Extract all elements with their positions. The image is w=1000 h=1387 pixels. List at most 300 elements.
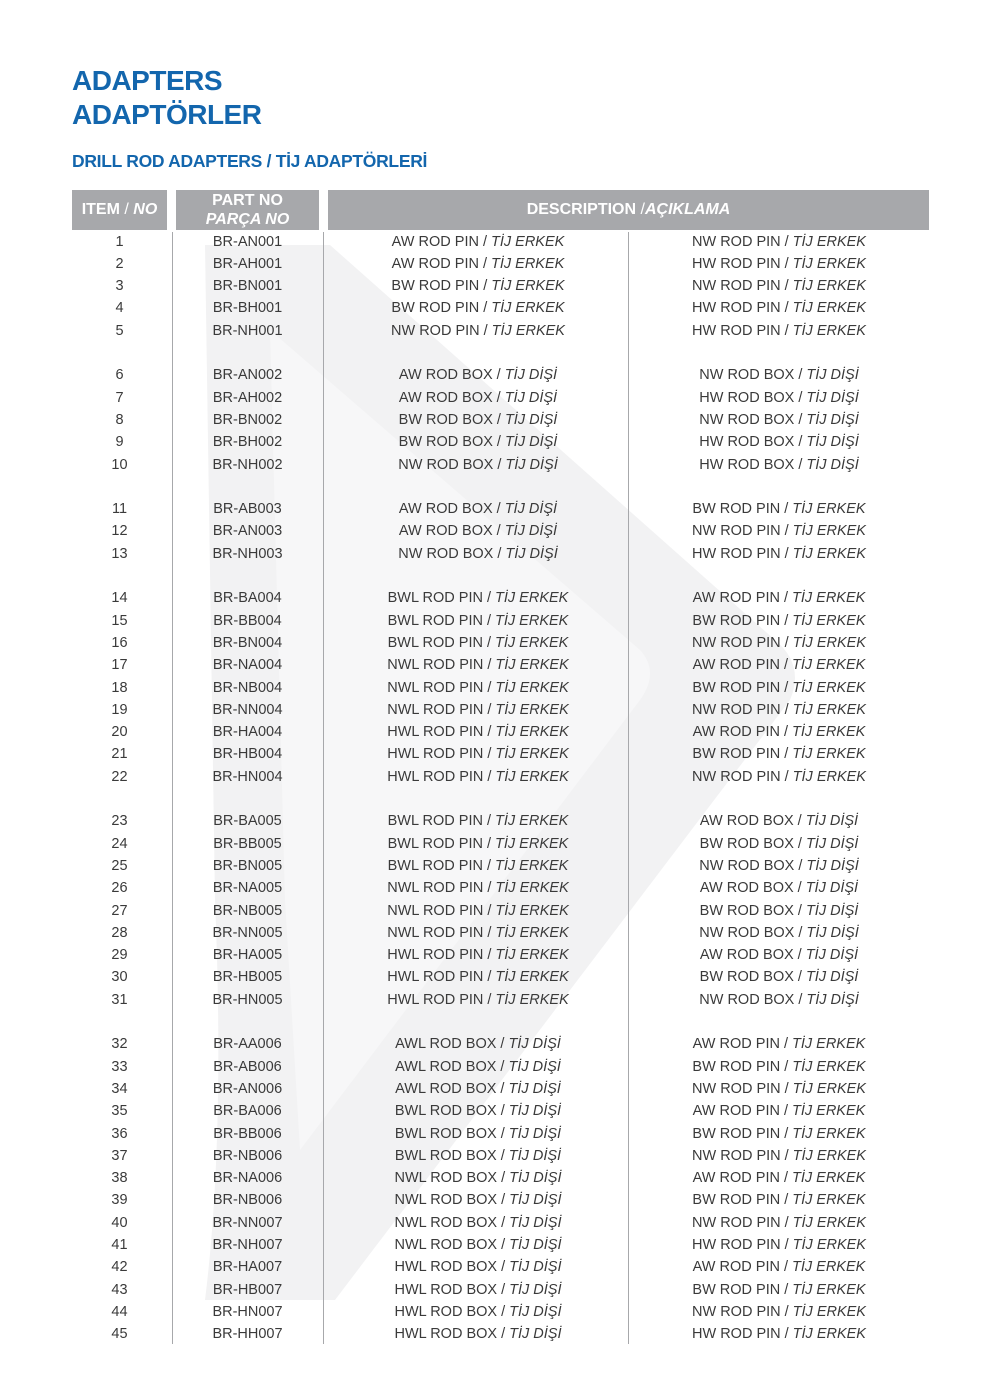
description-en: NWL ROD BOX	[394, 1170, 498, 1187]
description-separator: /	[784, 278, 789, 295]
part-number: BR-HB005	[212, 969, 283, 986]
part-number: BR-HH007	[212, 1326, 283, 1343]
description-en: AW ROD PIN	[692, 1036, 780, 1053]
description-tr: TİJ ERKEK	[792, 1080, 866, 1097]
description-en: NWL ROD BOX	[394, 1214, 498, 1231]
table-row	[0, 1033, 1000, 1055]
description-en: BW ROD PIN	[692, 1058, 781, 1075]
description-separator: /	[784, 1058, 789, 1075]
description-right	[629, 431, 929, 453]
description-en: NW ROD PIN	[692, 278, 781, 295]
description-left	[328, 766, 628, 788]
table-row	[0, 587, 1000, 609]
description-tr: TİJ DİŞİ	[504, 501, 558, 518]
item-number: 35	[111, 1103, 128, 1120]
description-tr: TİJ DİŞİ	[806, 389, 859, 406]
description-en: AW ROD PIN	[692, 590, 780, 607]
table-row	[0, 1145, 1000, 1167]
description-right	[629, 900, 929, 922]
description-tr: TİJ DİŞİ	[504, 389, 558, 406]
description-tr: TİJ ERKEK	[792, 679, 866, 696]
table-row	[0, 855, 1000, 877]
description-left	[328, 610, 628, 632]
description-left	[328, 387, 628, 409]
item-number: 26	[111, 880, 128, 897]
description-separator: /	[500, 1080, 505, 1097]
item-number: 32	[111, 1036, 128, 1053]
description-separator: /	[798, 456, 803, 473]
description-tr: TİJ ERKEK	[792, 634, 866, 651]
description-separator: /	[783, 1259, 788, 1276]
description-left	[328, 810, 628, 832]
description-separator: /	[783, 1103, 788, 1120]
item-number: 45	[111, 1326, 128, 1343]
description-tr: TİJ ERKEK	[792, 612, 866, 629]
description-tr: TİJ ERKEK	[495, 612, 569, 629]
part-number: BR-NB006	[212, 1147, 283, 1164]
description-left	[328, 1189, 628, 1211]
description-right	[629, 275, 929, 297]
description-separator: /	[797, 813, 802, 830]
description-en: BW ROD PIN	[692, 612, 781, 629]
description-left	[328, 989, 628, 1011]
description-left	[328, 1145, 628, 1167]
description-tr: TİJ ERKEK	[792, 1058, 866, 1075]
description-left	[328, 1323, 628, 1345]
column-header-item-tr: NO	[133, 201, 158, 218]
description-right	[629, 743, 929, 765]
description-left	[328, 1256, 628, 1278]
part-number: BR-AN006	[212, 1080, 283, 1097]
description-left	[328, 1033, 628, 1055]
description-separator: /	[798, 389, 803, 406]
table-row	[0, 409, 1000, 431]
description-en: BW ROD BOX	[398, 411, 493, 428]
description-left	[328, 253, 628, 275]
part-number: BR-BH002	[212, 434, 283, 451]
description-separator: /	[482, 255, 487, 272]
description-left	[328, 922, 628, 944]
part-number: BR-BA005	[213, 813, 282, 830]
description-en: NW ROD PIN	[692, 233, 781, 250]
table-row	[0, 498, 1000, 520]
description-en: HW ROD BOX	[699, 456, 795, 473]
description-en: BW ROD PIN	[692, 1192, 781, 1209]
description-en: NWL ROD PIN	[387, 679, 484, 696]
description-tr: TİJ ERKEK	[792, 701, 866, 718]
description-en: HWL ROD PIN	[387, 991, 484, 1008]
description-en: AW ROD BOX	[699, 880, 794, 897]
item-number: 39	[111, 1192, 128, 1209]
description-tr: TİJ ERKEK	[792, 1326, 866, 1343]
description-separator: /	[487, 947, 492, 964]
description-en: NW ROD PIN	[692, 1214, 781, 1231]
item-number: 43	[111, 1281, 128, 1298]
description-en: BW ROD BOX	[699, 835, 794, 852]
description-tr: TİJ DİŞİ	[504, 411, 558, 428]
description-tr: TİJ DİŞİ	[805, 813, 859, 830]
description-separator: /	[797, 969, 802, 986]
description-separator: /	[496, 434, 501, 451]
description-separator: /	[486, 634, 492, 651]
column-header-desc-tr: AÇIKLAMA	[644, 201, 731, 218]
description-right	[629, 1078, 929, 1100]
description-tr: TİJ ERKEK	[792, 1125, 866, 1142]
description-separator: /	[798, 411, 803, 428]
description-right	[629, 944, 929, 966]
description-left	[328, 320, 628, 342]
description-en: NW ROD PIN	[692, 634, 781, 651]
description-separator: /	[487, 880, 492, 897]
description-separator: /	[784, 1214, 789, 1231]
description-tr: TİJ DİŞİ	[805, 835, 859, 852]
description-left	[328, 364, 628, 386]
description-en: AW ROD BOX	[699, 813, 794, 830]
description-separator: /	[483, 278, 488, 295]
description-en: BW ROD PIN	[391, 278, 480, 295]
description-left	[328, 966, 628, 988]
description-tr: TİJ DİŞİ	[805, 947, 859, 964]
description-left	[328, 543, 628, 565]
table-row	[0, 253, 1000, 275]
part-number: BR-NN004	[212, 701, 283, 718]
description-tr: TİJ ERKEK	[495, 857, 569, 874]
description-right	[629, 297, 929, 319]
description-en: HWL ROD PIN	[387, 969, 484, 986]
description-en: NW ROD PIN	[391, 322, 480, 339]
description-separator: /	[500, 1058, 505, 1075]
part-number: BR-AN002	[212, 367, 283, 384]
description-separator: /	[501, 1237, 506, 1253]
description-separator: /	[783, 590, 788, 607]
table-row	[0, 431, 1000, 453]
description-right	[629, 1212, 929, 1234]
item-number: 30	[111, 969, 128, 986]
table-row	[0, 810, 1000, 832]
description-separator: /	[483, 322, 488, 339]
description-separator: /	[784, 545, 789, 562]
description-tr: TİJ ERKEK	[490, 233, 565, 250]
description-tr: TİJ DİŞİ	[508, 1103, 562, 1120]
description-separator: /	[486, 612, 492, 629]
description-separator: /	[487, 724, 492, 741]
part-number: BR-AN003	[212, 523, 283, 540]
item-number: 38	[111, 1170, 128, 1187]
description-en: NW ROD BOX	[398, 456, 494, 473]
table-row	[0, 677, 1000, 699]
description-en: BWL ROD BOX	[394, 1103, 497, 1120]
description-tr: TİJ DİŞİ	[504, 523, 558, 540]
description-separator: /	[487, 902, 492, 919]
description-tr: TİJ ERKEK	[792, 1214, 866, 1231]
description-en: NW ROD BOX	[398, 545, 494, 562]
description-right	[629, 989, 929, 1011]
description-tr: TİJ ERKEK	[792, 746, 866, 763]
description-en: HWL ROD BOX	[394, 1326, 498, 1343]
description-en: NWL ROD PIN	[387, 924, 484, 941]
description-en: AWL ROD BOX	[395, 1080, 497, 1097]
description-separator: /	[501, 1259, 506, 1276]
description-en: BWL ROD PIN	[387, 612, 483, 629]
description-left	[328, 454, 628, 476]
description-en: NW ROD PIN	[692, 701, 781, 718]
description-tr: TİJ ERKEK	[792, 255, 866, 272]
column-header-item-en: ITEM	[81, 201, 120, 218]
description-en: HW ROD PIN	[692, 1237, 781, 1253]
description-separator: /	[501, 1326, 506, 1343]
description-separator: /	[496, 367, 501, 384]
table-row	[0, 320, 1000, 342]
description-tr: TİJ ERKEK	[791, 724, 866, 741]
part-number: BR-NA005	[212, 880, 283, 897]
description-en: BW ROD PIN	[692, 746, 781, 763]
item-number: 10	[111, 456, 128, 473]
description-separator: /	[784, 1080, 789, 1097]
description-en: NW ROD BOX	[699, 367, 795, 384]
description-separator: /	[486, 590, 492, 607]
part-number: BR-NA006	[212, 1170, 283, 1187]
description-left	[328, 632, 628, 654]
description-right	[629, 1256, 929, 1278]
item-number: 33	[111, 1058, 128, 1075]
item-number: 29	[111, 947, 128, 964]
item-number: 2	[115, 255, 124, 272]
description-separator: /	[783, 724, 788, 741]
description-separator: /	[486, 813, 492, 830]
description-separator: /	[483, 300, 488, 317]
item-number: 9	[115, 434, 124, 451]
description-separator: /	[798, 991, 803, 1008]
description-separator: /	[797, 902, 802, 919]
description-separator: /	[487, 768, 492, 785]
part-number: BR-HA005	[212, 947, 283, 964]
item-number: 31	[111, 991, 128, 1008]
description-separator: /	[500, 1036, 505, 1053]
description-separator: /	[798, 434, 803, 451]
table-row	[0, 297, 1000, 319]
description-right	[629, 587, 929, 609]
part-number: BR-AH002	[212, 389, 283, 406]
description-tr: TİJ ERKEK	[495, 746, 569, 763]
description-en: NWL ROD BOX	[394, 1192, 498, 1209]
description-tr: TİJ DİŞİ	[504, 367, 558, 384]
description-right	[629, 610, 929, 632]
description-left	[328, 520, 628, 542]
table-row	[0, 1234, 1000, 1256]
description-en: BWL ROD PIN	[387, 857, 483, 874]
section-subtitle: DRILL ROD ADAPTERS / TİJ ADAPTÖRLERİ	[72, 151, 428, 171]
description-tr: TİJ ERKEK	[792, 501, 866, 518]
part-number: BR-HB004	[212, 746, 283, 763]
description-en: AWL ROD BOX	[395, 1058, 497, 1075]
description-en: HWL ROD BOX	[394, 1281, 498, 1298]
description-left	[328, 1078, 628, 1100]
description-tr: TİJ ERKEK	[791, 1036, 866, 1053]
description-tr: TİJ ERKEK	[495, 679, 569, 696]
description-tr: TİJ ERKEK	[495, 724, 569, 741]
description-right	[629, 1145, 929, 1167]
item-number: 40	[111, 1214, 128, 1231]
description-separator: /	[501, 1170, 506, 1187]
description-tr: TİJ DİŞİ	[509, 1326, 562, 1343]
description-tr: TİJ DİŞİ	[509, 1303, 562, 1320]
description-en: AW ROD BOX	[398, 501, 493, 518]
description-separator: /	[784, 679, 789, 696]
description-tr: TİJ DİŞİ	[805, 969, 859, 986]
item-number: 24	[111, 835, 128, 852]
description-right	[629, 231, 929, 253]
description-tr: TİJ ERKEK	[491, 300, 565, 317]
table-row	[0, 900, 1000, 922]
description-en: HW ROD PIN	[692, 545, 781, 562]
description-left	[328, 900, 628, 922]
description-en: HWL ROD PIN	[387, 724, 484, 741]
description-tr: TİJ ERKEK	[495, 813, 569, 830]
description-tr: TİJ DİŞİ	[504, 434, 558, 451]
description-separator: /	[486, 857, 492, 874]
description-separator: /	[797, 947, 802, 964]
description-separator: /	[784, 255, 789, 272]
description-tr: TİJ ERKEK	[791, 1259, 866, 1276]
page-title-line1: ADAPTERS	[72, 65, 223, 96]
description-en: HW ROD BOX	[699, 389, 795, 406]
description-separator: /	[500, 1125, 505, 1142]
description-separator: /	[487, 657, 492, 674]
description-en: BWL ROD BOX	[394, 1125, 497, 1142]
item-number: 25	[111, 857, 128, 874]
item-number: 41	[111, 1237, 128, 1253]
item-number: 12	[111, 523, 128, 540]
description-right	[629, 253, 929, 275]
table-row	[0, 966, 1000, 988]
table-row	[0, 944, 1000, 966]
description-en: NW ROD PIN	[692, 1303, 781, 1320]
description-tr: TİJ ERKEK	[490, 255, 565, 272]
table-row	[0, 364, 1000, 386]
description-tr: TİJ ERKEK	[791, 590, 866, 607]
description-left	[328, 1123, 628, 1145]
description-tr: TİJ DİŞİ	[505, 456, 558, 473]
description-en: AW ROD BOX	[699, 947, 794, 964]
description-separator: /	[497, 456, 502, 473]
description-separator: /	[784, 612, 789, 629]
description-tr: TİJ DİŞİ	[805, 880, 859, 897]
table-row	[0, 1078, 1000, 1100]
table-row	[0, 766, 1000, 788]
description-tr: TİJ ERKEK	[491, 278, 565, 295]
item-number: 16	[111, 634, 128, 651]
description-separator: /	[784, 1147, 789, 1164]
description-left	[328, 1301, 628, 1323]
item-number: 15	[111, 612, 128, 629]
description-tr: TİJ ERKEK	[791, 1103, 866, 1120]
description-en: NWL ROD PIN	[387, 902, 484, 919]
description-right	[629, 1301, 929, 1323]
description-tr: TİJ ERKEK	[791, 1170, 866, 1187]
description-tr: TİJ ERKEK	[495, 969, 569, 986]
column-header-part-tr: PARÇA NO	[205, 211, 290, 228]
description-separator: /	[783, 1036, 788, 1053]
description-separator: /	[783, 1170, 788, 1187]
table-row	[0, 877, 1000, 899]
description-tr: TİJ DİŞİ	[508, 1036, 561, 1053]
part-number: BR-BB004	[213, 612, 282, 629]
part-number: BR-AB003	[213, 501, 282, 518]
description-right	[629, 766, 929, 788]
description-tr: TİJ ERKEK	[792, 233, 866, 250]
description-tr: TİJ DİŞİ	[509, 1192, 562, 1209]
description-separator: /	[496, 411, 501, 428]
description-en: AW ROD BOX	[398, 523, 493, 540]
part-number: BR-NH001	[212, 322, 283, 339]
description-en: HW ROD PIN	[692, 1326, 781, 1343]
item-number: 6	[115, 367, 124, 384]
description-tr: TİJ DİŞİ	[508, 1147, 562, 1164]
part-number: BR-NH003	[212, 545, 283, 562]
description-left	[328, 721, 628, 743]
description-en: NW ROD PIN	[692, 1080, 781, 1097]
description-right	[629, 721, 929, 743]
description-en: BW ROD PIN	[692, 501, 781, 518]
description-en: AW ROD PIN	[692, 724, 780, 741]
description-en: AW ROD BOX	[398, 367, 493, 384]
part-number: BR-BN001	[212, 278, 283, 295]
part-number: BR-BB005	[213, 835, 282, 852]
description-separator: /	[482, 233, 487, 250]
table-row	[0, 699, 1000, 721]
description-tr: TİJ DİŞİ	[508, 1058, 561, 1075]
description-en: NW ROD BOX	[699, 857, 795, 874]
description-tr: TİJ ERKEK	[792, 300, 866, 317]
part-number: BR-NB004	[212, 679, 283, 696]
item-number: 7	[115, 389, 124, 406]
item-number: 17	[111, 657, 128, 674]
description-right	[629, 1100, 929, 1122]
description-en: BW ROD PIN	[391, 300, 480, 317]
description-tr: TİJ DİŞİ	[806, 411, 859, 428]
description-tr: TİJ ERKEK	[792, 322, 866, 339]
description-en: NW ROD BOX	[699, 411, 795, 428]
part-number: BR-NN005	[212, 924, 283, 941]
description-left	[328, 855, 628, 877]
item-number: 1	[115, 233, 124, 250]
part-number: BR-HN007	[212, 1303, 283, 1320]
item-number: 18	[111, 679, 128, 696]
description-separator: /	[487, 991, 492, 1008]
description-en: BW ROD PIN	[692, 1281, 781, 1298]
description-tr: TİJ DİŞİ	[805, 902, 859, 919]
description-en: BWL ROD PIN	[387, 634, 483, 651]
part-number: BR-BN004	[212, 634, 283, 651]
description-left	[328, 654, 628, 676]
description-right	[629, 520, 929, 542]
description-separator: /	[487, 924, 492, 941]
part-number: BR-BB006	[213, 1125, 282, 1142]
column-header-item	[72, 190, 167, 230]
item-number: 27	[111, 902, 128, 919]
part-number: BR-NN007	[212, 1214, 283, 1231]
description-tr: TİJ DİŞİ	[508, 1080, 561, 1097]
column-header-description	[328, 190, 929, 230]
description-tr: TİJ DİŞİ	[505, 545, 558, 562]
description-en: NW ROD PIN	[692, 768, 781, 785]
description-tr: TİJ DİŞİ	[509, 1170, 562, 1187]
description-separator: /	[784, 1326, 789, 1343]
description-right	[629, 833, 929, 855]
part-number: BR-BN005	[212, 857, 283, 874]
description-en: NW ROD PIN	[692, 523, 781, 540]
table-row	[0, 231, 1000, 253]
